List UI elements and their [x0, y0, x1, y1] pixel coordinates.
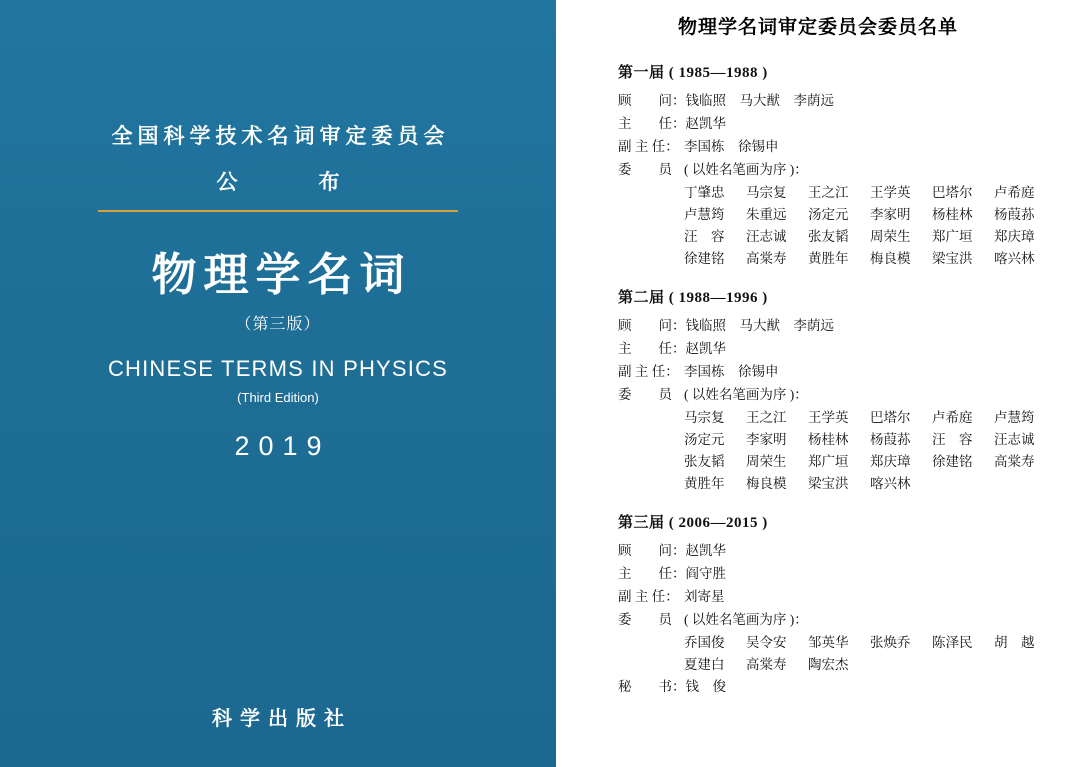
committee-role-value: 李国栋 徐锡申	[684, 364, 779, 379]
committee-member-name: 汤定元	[808, 207, 849, 222]
committee-member-name: 丁肇忠	[684, 185, 725, 200]
committee-role-value: 钱临照 马大猷 李荫远	[685, 93, 834, 108]
committee-term-heading: 第三届 ( 2006—2015 )	[618, 515, 768, 531]
committee-role-label: 主 任：	[618, 341, 686, 356]
committee-member-name: 王学英	[870, 185, 911, 200]
committee-role-value: 阎守胜	[685, 566, 726, 581]
committee-member-grid	[618, 182, 1080, 270]
committee-role-value: 李国栋 徐锡申	[684, 139, 779, 154]
cover-edition: （第三版）	[235, 316, 321, 333]
cover-title: 物理学名词	[151, 250, 412, 300]
page-title: 物理学名词审定委员会委员名单	[677, 17, 958, 38]
committee-role-row	[618, 563, 1080, 584]
committee-role-label: 主 任：	[618, 116, 686, 131]
committee-member-name: 王学英	[808, 410, 849, 425]
committee-member-name: 马宗复	[684, 410, 725, 425]
committee-member-name: 巴塔尔	[932, 185, 973, 200]
committee-member-name: 杨葭荪	[994, 207, 1035, 222]
committee-member-name: 汪 容	[932, 432, 973, 447]
committee-role-row	[618, 540, 1080, 561]
committee-member-name: 卢慧筠	[994, 410, 1035, 425]
committee-role-row	[618, 609, 1080, 630]
committee-term-block	[556, 61, 1080, 270]
committee-role-row	[618, 384, 1080, 405]
committee-member-name: 张焕乔	[870, 635, 911, 650]
committee-role-label: 顾 问：	[618, 93, 686, 108]
committee-member-name: 夏建白	[684, 657, 725, 672]
committee-member-name: 汪志诚	[746, 229, 787, 244]
committee-role-value: 赵凯华	[685, 543, 726, 558]
committee-member-name: 高棠寿	[994, 454, 1035, 469]
committee-member-name: 李家明	[746, 432, 787, 447]
committee-list-page	[556, 0, 1080, 767]
committee-term-block	[556, 511, 1080, 697]
committee-role-value: 赵凯华	[685, 341, 726, 356]
committee-term-heading: 第一届 ( 1985—1988 )	[618, 65, 768, 81]
committee-member-name: 徐建铭	[932, 454, 973, 469]
committee-member-name: 梁宝洪	[808, 476, 849, 491]
committee-member-name: 汪 容	[684, 229, 725, 244]
committee-member-name: 朱重远	[746, 207, 787, 222]
committee-role-label: 主 任：	[618, 566, 686, 581]
committee-member-name: 徐建铭	[684, 251, 725, 266]
cover-text-block	[0, 120, 556, 462]
committee-member-name: 高棠寿	[746, 251, 787, 266]
committee-terms-container	[556, 61, 1080, 697]
committee-role-label: 委 员	[618, 162, 672, 177]
committee-term-heading: 第二届 ( 1988—1996 )	[618, 290, 768, 306]
committee-member-name: 梅良模	[746, 476, 787, 491]
committee-member-name: 王之江	[746, 410, 787, 425]
committee-role-row	[618, 136, 1080, 157]
committee-term-block	[556, 286, 1080, 495]
committee-member-name: 邹英华	[808, 635, 849, 650]
committee-role-label: 顾 问：	[618, 543, 686, 558]
committee-role-row	[618, 586, 1080, 607]
committee-role-value: ( 以姓名笔画为序 )：	[684, 387, 808, 402]
committee-member-name: 乔国俊	[684, 635, 725, 650]
committee-member-name: 吴令安	[746, 635, 787, 650]
committee-member-name: 陈泽民	[932, 635, 973, 650]
committee-role-row	[618, 676, 1080, 697]
cover-publisher: 科学出版社	[212, 708, 352, 730]
cover-year: 2019	[234, 431, 331, 461]
committee-role-value: ( 以姓名笔画为序 )：	[684, 162, 808, 177]
committee-role-label: 副 主 任：	[618, 364, 679, 379]
committee-member-name: 郑广垣	[808, 454, 849, 469]
committee-role-value: ( 以姓名笔画为序 )：	[684, 612, 808, 627]
committee-role-value: 刘寄星	[684, 589, 725, 604]
cover-divider-rule	[98, 210, 458, 212]
committee-member-name: 巴塔尔	[870, 410, 911, 425]
committee-role-row	[618, 159, 1080, 180]
committee-role-row	[618, 338, 1080, 359]
committee-member-name: 汤定元	[684, 432, 725, 447]
committee-member-name: 梅良模	[870, 251, 911, 266]
committee-member-grid	[618, 632, 1080, 676]
committee-role-label: 委 员	[618, 612, 672, 627]
committee-member-name: 郑庆璋	[994, 229, 1035, 244]
committee-member-name: 王之江	[808, 185, 849, 200]
committee-member-name: 胡 越	[994, 635, 1035, 650]
committee-member-name: 卢希庭	[994, 185, 1035, 200]
committee-role-row	[618, 361, 1080, 382]
committee-member-name: 李家明	[870, 207, 911, 222]
committee-member-name: 张友韬	[684, 454, 725, 469]
committee-role-value: 钱 俊	[685, 679, 726, 694]
committee-role-value: 赵凯华	[685, 116, 726, 131]
committee-member-name: 黄胜年	[808, 251, 849, 266]
committee-member-name: 周荣生	[870, 229, 911, 244]
committee-member-name: 汪志诚	[994, 432, 1035, 447]
committee-role-label: 顾 问：	[618, 318, 686, 333]
committee-member-name: 高棠寿	[746, 657, 787, 672]
committee-member-name: 郑广垣	[932, 229, 973, 244]
committee-member-name: 卢慧筠	[684, 207, 725, 222]
committee-role-label: 副 主 任：	[618, 589, 679, 604]
committee-member-name: 马宗复	[746, 185, 787, 200]
cover-organization-line-2: 公 布	[216, 171, 370, 194]
committee-member-name: 梁宝洪	[932, 251, 973, 266]
committee-member-name: 周荣生	[746, 454, 787, 469]
committee-member-name: 陶宏杰	[808, 657, 849, 672]
cover-organization-line-1: 全国科学技术名词审定委员会	[111, 125, 450, 148]
committee-member-name: 杨葭荪	[870, 432, 911, 447]
committee-role-value: 钱临照 马大猷 李荫远	[685, 318, 834, 333]
committee-role-row	[618, 113, 1080, 134]
committee-role-label: 副 主 任：	[618, 139, 679, 154]
committee-member-name: 郑庆璋	[870, 454, 911, 469]
committee-role-row	[618, 315, 1080, 336]
cover-english-edition: (Third Edition)	[237, 390, 319, 405]
committee-member-name: 张友韬	[808, 229, 849, 244]
committee-member-grid	[618, 407, 1080, 495]
committee-member-name: 黄胜年	[684, 476, 725, 491]
committee-role-label: 委 员	[618, 387, 672, 402]
committee-member-name: 杨桂林	[808, 432, 849, 447]
committee-role-row	[618, 90, 1080, 111]
committee-member-name: 喀兴林	[994, 251, 1035, 266]
committee-role-label: 秘 书：	[618, 679, 686, 694]
committee-member-name: 杨桂林	[932, 207, 973, 222]
cover-english-title: CHINESE TERMS IN PHYSICS	[107, 356, 449, 381]
committee-member-name: 卢希庭	[932, 410, 973, 425]
committee-member-name: 喀兴林	[870, 476, 911, 491]
